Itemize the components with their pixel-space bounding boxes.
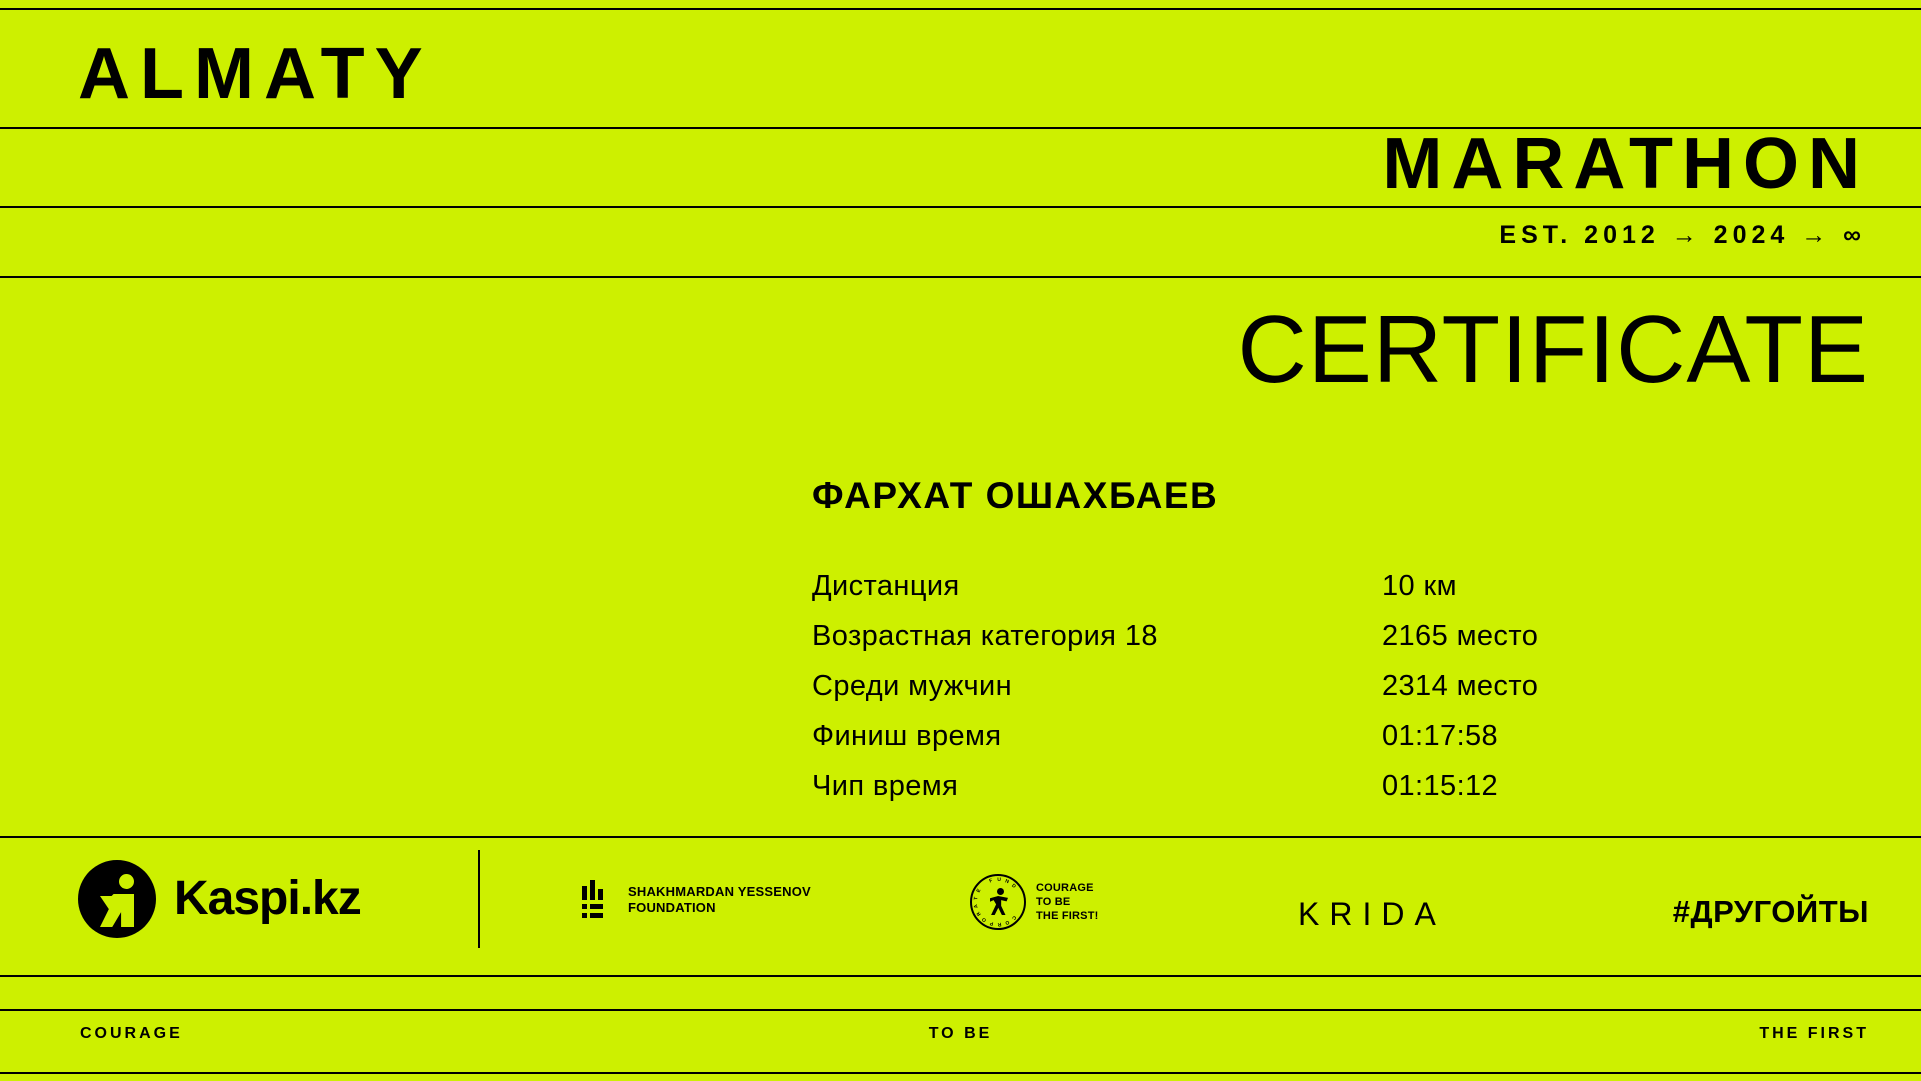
sponsor-yessenov-line2: FOUNDATION [628, 900, 716, 915]
sponsors-strip [0, 838, 1921, 975]
divider-line-8 [0, 1072, 1921, 1074]
table-row [812, 672, 1592, 722]
result-value: 01:17:58 [1382, 720, 1499, 752]
footer-slogan-left: COURAGE [80, 1025, 183, 1042]
sponsor-kaspi-label: Kaspi.kz [174, 872, 361, 925]
sponsor-kaspi [78, 860, 361, 938]
page-title: CERTIFICATE [1237, 296, 1869, 403]
sponsor-drugoity: #ДРУГОЙТЫ [1672, 894, 1869, 929]
result-value: 10 км [1382, 570, 1457, 602]
corporate-fund-line2: TO BE [1036, 895, 1071, 908]
footer-slogan [0, 1026, 1921, 1050]
sponsor-yessenov-label [628, 884, 811, 917]
brand-almaty: ALMATY [78, 34, 433, 114]
kaspi-logo-icon [78, 860, 156, 938]
divider-line-7 [0, 1009, 1921, 1011]
brand-marathon: MARATHON [1382, 124, 1869, 204]
table-row [812, 722, 1592, 772]
yessenov-bars-icon [582, 880, 616, 920]
kaspi-figure-body [100, 894, 134, 927]
sponsor-corporate-fund [970, 874, 1099, 930]
result-value: 2165 место [1382, 620, 1539, 652]
brand-established: EST. 2012 → 2024 → ∞ [1499, 221, 1866, 249]
sponsor-yessenov-line1: SHAKHMARDAN YESSENOV [628, 883, 811, 899]
result-label: Среди мужчин [812, 670, 1013, 702]
corporate-fund-ring-text: C O R P O R A T E F U N D [972, 876, 1018, 928]
result-label: Возрастная категория 18 [812, 620, 1158, 652]
table-row [812, 572, 1592, 622]
sponsor-yessenov [582, 880, 811, 920]
result-label: Дистанция [812, 570, 960, 602]
table-row [812, 622, 1592, 672]
result-value: 01:15:12 [1382, 770, 1499, 802]
corporate-fund-runner-icon [970, 874, 1026, 930]
result-label: Финиш время [812, 720, 1002, 752]
result-label: Чип время [812, 770, 959, 802]
results-table [812, 572, 1592, 822]
footer-slogan-middle: TO BE [928, 1025, 993, 1042]
divider-line-6 [0, 975, 1921, 977]
divider-line-4 [0, 276, 1921, 278]
corporate-fund-line1: COURAGE [1036, 881, 1094, 894]
divider-line-3 [0, 206, 1921, 208]
corporate-fund-line3: THE FIRST! [1036, 910, 1099, 923]
sponsor-corporate-fund-label [1036, 881, 1099, 924]
sponsor-krida: KRIDA [1298, 896, 1446, 932]
kaspi-figure-head [119, 874, 134, 889]
divider-line-1 [0, 8, 1921, 10]
result-value: 2314 место [1382, 670, 1539, 702]
sponsor-divider [478, 850, 480, 948]
footer-slogan-right: THE FIRST [1759, 1025, 1869, 1042]
table-row [812, 772, 1592, 822]
athlete-name: ФАРХАТ ОШАХБАЕВ [812, 475, 1219, 516]
